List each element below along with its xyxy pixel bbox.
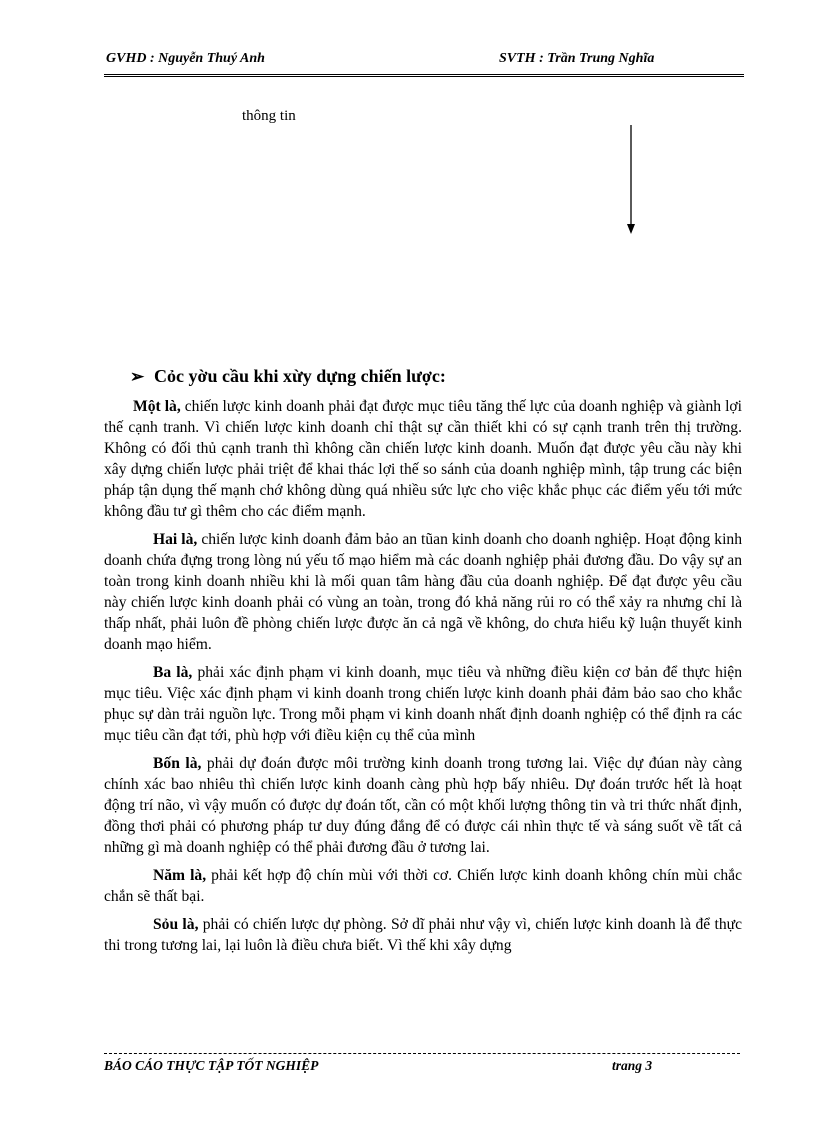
paragraph-text: phải xác định phạm vi kinh doanh, mục tiêu và những điều kiện cơ bản để thực hiện mục tiêu. Việc xác định phạm vi kinh doanh trong chiến lược kinh doanh phải đảm bảo sao cho khắc phục sự dàn trải nguồn lực. Trong mỗi phạm vi kinh doanh nhất định doanh nghiệp có thể định ra các mục tiêu cần đạt tới, phù hợp với điều kiện cụ thể của mình [104,664,743,744]
page-header [104,48,744,77]
paragraph-lead: Ba là, [153,664,193,681]
section-heading-text: Cỏc yờu cầu khi xừy dựng chiến lược: [154,366,446,386]
paragraph-text: phải dự đoán được môi trường kinh doanh trong tương lai. Việc dự đúan này càng chính xác bao nhiêu thì chiến lược kinh doanh càng phù hợp bấy nhiêu. Dự đoán trước hết là hoạt động trí não, vì vậy muốn có được dự đoán tốt, cần có một khối lượng thông tin và tri thức nhất định, đồng thơi phải có phương pháp tư duy đúng đắng để có được cái nhìn thực tế và sáng suốt về tất cả những gì mà doanh nghiệp có thể phải đương đầu ở tương lai. [104,755,742,856]
advisor-name: GVHD : Nguyễn Thuý Anh [106,51,265,66]
arrow-bullet-icon: ➢ [130,367,145,386]
paragraph-text: phải có chiến lược dự phòng. Sở dĩ phải như vậy vì, chiến lược kinh doanh là để thực thi trong tương lai, lại luôn là điều chưa biết. Vì thế khi xây dựng [104,916,742,954]
paragraph-lead: Bốn là, [153,755,202,772]
paragraph-lead: Một là, [133,398,181,415]
section-heading [130,366,446,387]
page-number: trang 3 [612,1058,653,1073]
paragraph [104,662,742,746]
footer-divider [104,1053,740,1054]
paragraph [104,914,742,956]
paragraph [104,396,742,522]
student-name: SVTH : Trần Trung Nghĩa [499,51,655,66]
report-title: BÁO CÁO THỰC TẬP TỐT NGHIỆP [104,1058,319,1073]
down-arrow-icon [625,125,637,235]
paragraph-lead: Hai là, [153,531,198,548]
paragraph-lead: Sỏu là, [153,916,199,933]
page-footer [104,1058,744,1078]
body-text [104,396,742,963]
paragraph-text: chiến lược kinh doanh đảm bảo an tũan kinh doanh cho doanh nghiệp. Hoạt động kinh doanh chứa đựng trong lòng nú yếu tố mạo hiểm mà các doanh nghiệp phải đương đầu. Do vậy sự an toàn trong kinh doanh nhiều khi là mối quan tâm hàng đầu của doanh nghiệp. Để đạt được yêu cầu này chiến lược kinh doanh phải có vùng an toàn, trong đó khả năng rủi ro có thể xảy ra nhưng chỉ là thấp nhất, phải luôn đề phòng chiến lược được ăn cả ngã về không, do chưa hiểu kỹ luận thuyết kinh doanh mạo hiểm. [104,531,743,653]
paragraph [104,865,742,907]
paragraph-text: phải kết hợp độ chín mùi với thời cơ. Chiến lược kinh doanh không chín mùi chắc chắn sẽ thất bại. [104,867,742,905]
paragraph-text: chiến lược kinh doanh phải đạt được mục tiêu tăng thế lực của doanh nghiệp và giành lợi thế cạnh tranh. Vì chiến lược kinh doanh chỉ thật sự cần thiết khi có sự cạnh tranh trên thị trường. Không có đối thủ cạnh tranh thì không cần chiến lược kinh doanh. Muốn đạt được yêu cầu này khi xây dựng chiến lược phải triệt để khai thác lợi thế so sánh của doanh nghiệp mình, tập trung các biện pháp tận dụng thế mạnh chớ không dùng quá nhiều sức lực cho việc khắc phục các điểm yếu tới mức không đầu tư gì thêm cho các điểm mạnh. [104,398,742,520]
paragraph [104,753,742,858]
diagram-fragment-label: thông tin [242,108,296,124]
paragraph-lead: Năm là, [153,867,207,884]
paragraph [104,529,742,655]
